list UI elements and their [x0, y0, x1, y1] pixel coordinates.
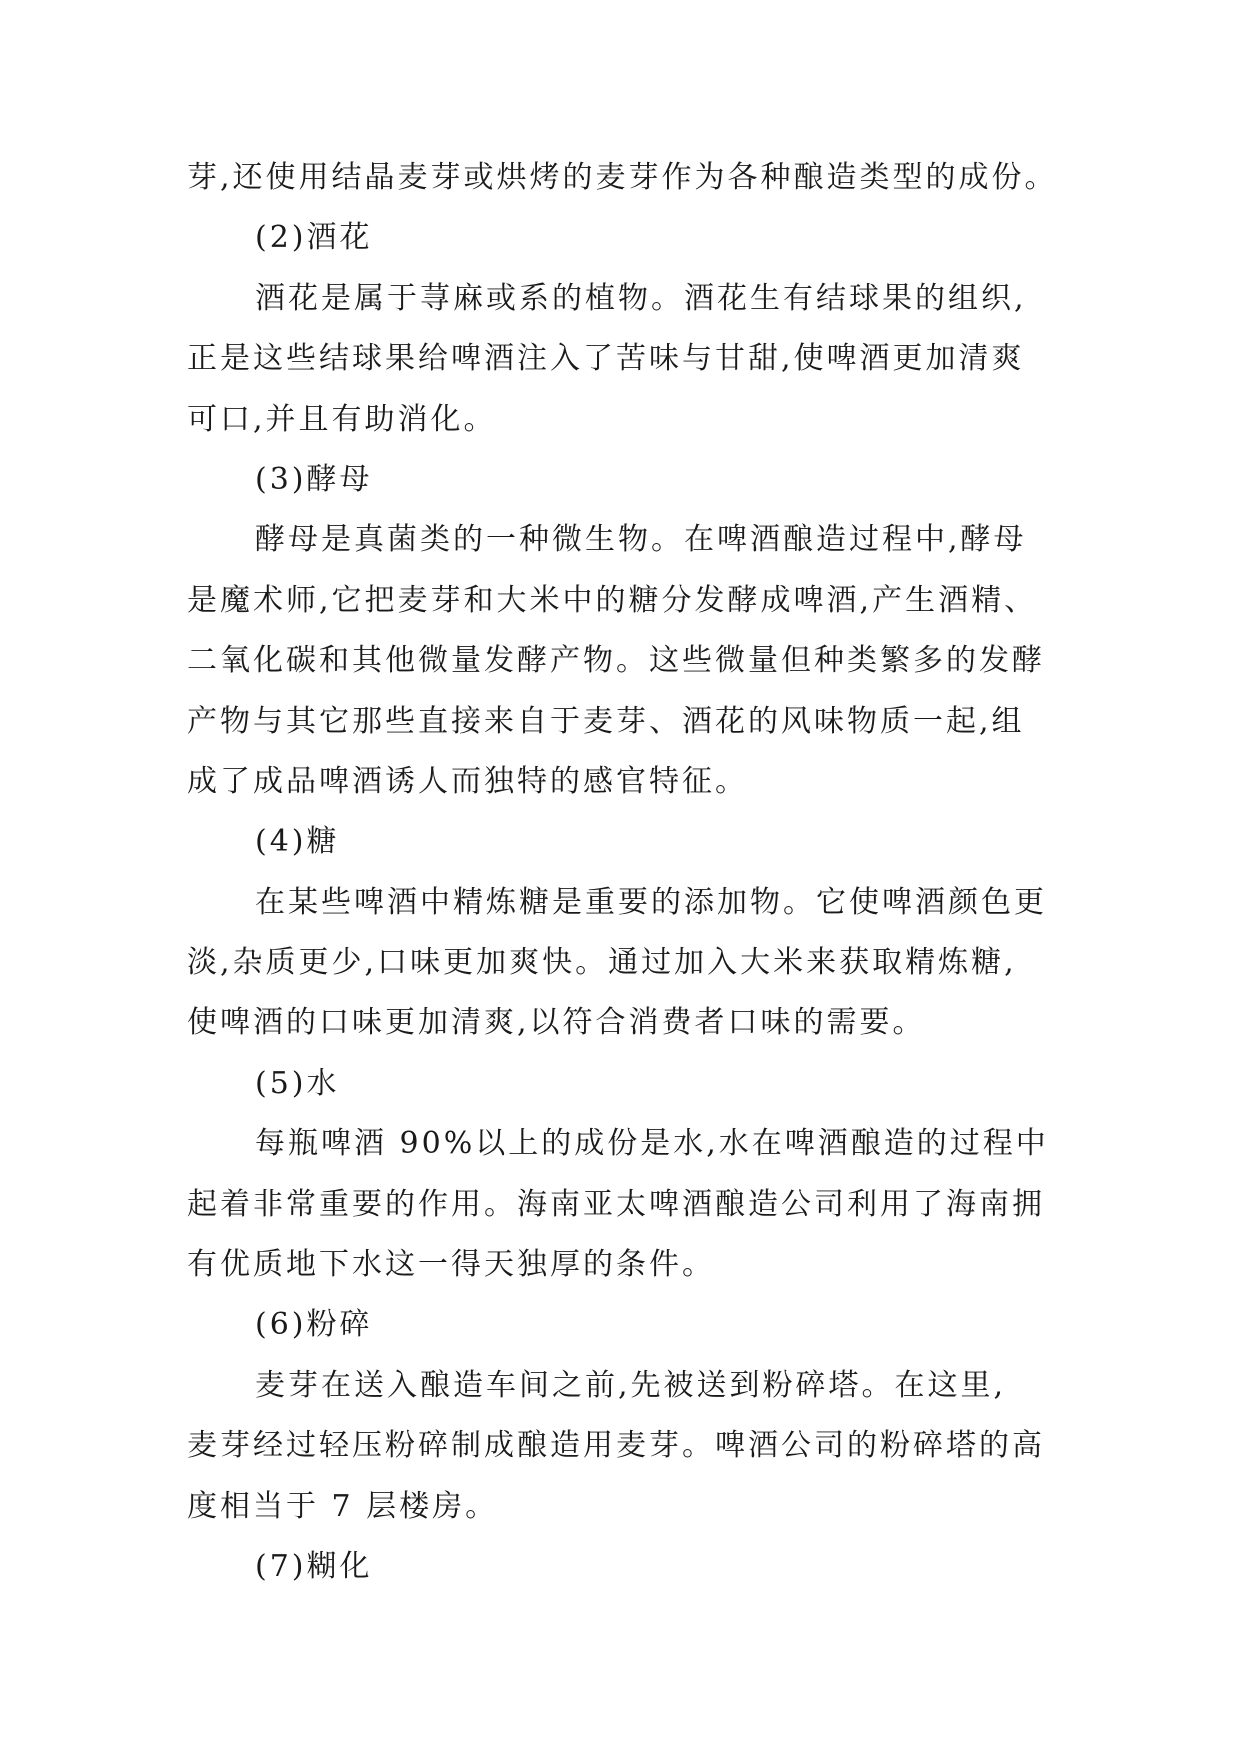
section-heading-milling: (6)粉碎	[255, 1307, 373, 1343]
text-line: 在某些啤酒中精炼糖是重要的添加物。它使啤酒颜色更	[255, 884, 1047, 920]
text-line: 每瓶啤酒 90%以上的成份是水,水在啤酒酿造的过程中	[255, 1126, 1049, 1162]
section-heading-hops: (2)酒花	[255, 220, 373, 256]
text-line: 芽,还使用结晶麦芽或烘烤的麦芽作为各种酿造类型的成份。	[187, 160, 1058, 195]
text-line: 度相当于 7 层楼房。	[187, 1488, 499, 1524]
section-heading-water: (5)水	[255, 1065, 340, 1101]
text-line: 麦芽在送入酿造车间之前,先被送到粉碎塔。在这里,	[255, 1367, 1007, 1403]
text-line: 起着非常重要的作用。海南亚太啤酒酿造公司利用了海南拥	[187, 1186, 1045, 1222]
text-line: 可口,并且有助消化。	[187, 401, 497, 437]
text-line: 使啤酒的口味更加清爽,以符合消费者口味的需要。	[187, 1005, 926, 1041]
text-line: 是魔术师,它把麦芽和大米中的糖分发酵成啤酒,产生酒精、	[187, 582, 1038, 618]
text-line: 麦芽经过轻压粉碎制成酿造用麦芽。啤酒公司的粉碎塔的高	[187, 1428, 1045, 1464]
section-heading-gelatinization: (7)糊化	[255, 1548, 373, 1584]
document-body	[187, 148, 1067, 1597]
section-heading-sugar: (4)糖	[255, 824, 340, 860]
text-line: 成了成品啤酒诱人而独特的感官特征。	[187, 763, 748, 799]
text-line: 酒花是属于荨麻或系的植物。酒花生有结球果的组织,	[255, 280, 1027, 316]
text-line: 有优质地下水这一得天独厚的条件。	[187, 1247, 715, 1283]
text-line: 酵母是真菌类的一种微生物。在啤酒酿造过程中,酵母	[255, 522, 1027, 558]
text-line: 二氧化碳和其他微量发酵产物。这些微量但种类繁多的发酵	[187, 643, 1045, 679]
text-line: 正是这些结球果给啤酒注入了苦味与甘甜,使啤酒更加清爽	[187, 341, 1025, 377]
section-heading-yeast: (3)酵母	[255, 461, 373, 497]
text-line: 淡,杂质更少,口味更加爽快。通过加入大米来获取精炼糖,	[187, 945, 1017, 981]
text-line: 产物与其它那些直接来自于麦芽、酒花的风味物质一起,组	[187, 703, 1025, 739]
